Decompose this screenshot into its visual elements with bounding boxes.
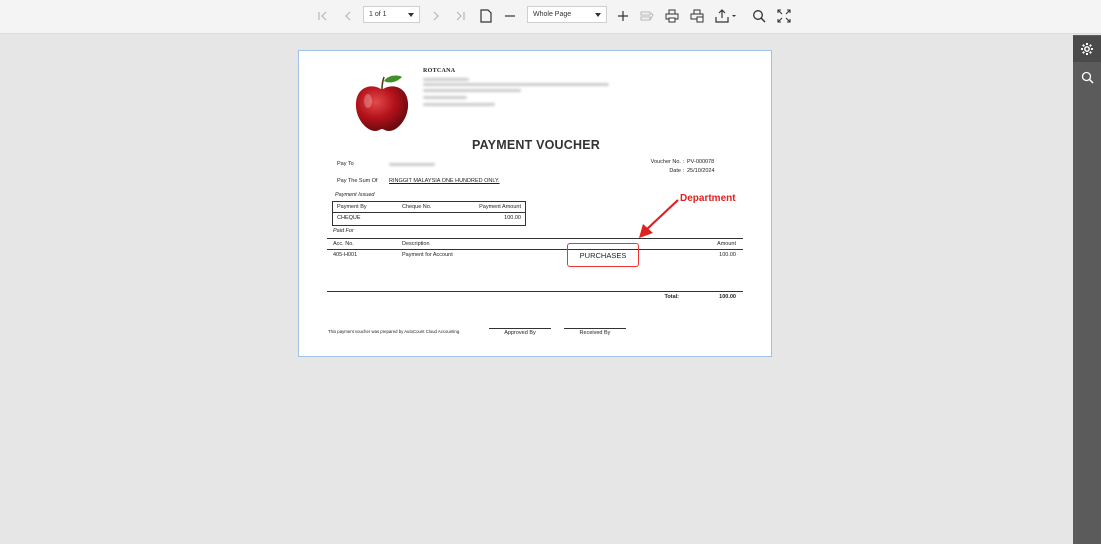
department-annotation: Department: [680, 193, 736, 204]
issued-amount: 100.00: [504, 215, 521, 221]
phone-line: [423, 96, 467, 99]
signature-line: [564, 328, 626, 329]
page-indicator: 1 of 1: [369, 11, 387, 18]
issued-header: Payment By: [337, 204, 367, 210]
table-divider: [332, 212, 526, 213]
detail-amount: 100.00: [719, 252, 736, 258]
detail-header: Acc. No.: [333, 241, 354, 247]
pay-to-label: Pay To: [337, 161, 354, 167]
gear-icon[interactable]: [1073, 36, 1101, 62]
next-page-icon[interactable]: [429, 7, 443, 25]
voucher-no-value: PV-000078: [687, 159, 715, 165]
address-line: [423, 78, 469, 81]
page-selector[interactable]: [363, 6, 420, 23]
single-page-icon[interactable]: [478, 7, 494, 25]
print-icon[interactable]: [664, 7, 680, 25]
company-name: ROTCANA: [423, 68, 456, 74]
arrow-icon: [630, 196, 682, 246]
total-label: Total:: [664, 294, 679, 300]
issued-payment-by: CHEQUE: [337, 215, 361, 221]
detail-description: Payment for Account: [402, 252, 453, 258]
detail-header: Description: [402, 241, 430, 247]
signature-line: [489, 328, 551, 329]
table-divider: [327, 291, 743, 292]
export-icon[interactable]: [714, 7, 738, 25]
total-value: 100.00: [719, 294, 736, 300]
footer-note: This payment voucher was prepared by AutoCount Cloud Accounting.: [328, 329, 461, 334]
right-sidebar: [1073, 35, 1101, 544]
address-line: [423, 89, 521, 92]
address-line: [423, 83, 609, 86]
fullscreen-icon[interactable]: [776, 7, 792, 25]
table-divider: [327, 249, 743, 250]
first-page-icon[interactable]: [316, 7, 330, 25]
sidebar-search-icon[interactable]: [1073, 64, 1101, 90]
received-by-label: Received By: [579, 330, 611, 336]
paid-for-label: Paid For: [333, 228, 354, 234]
pay-sum-label: Pay The Sum Of: [337, 178, 378, 184]
zoom-value: Whole Page: [533, 11, 572, 18]
zoom-select[interactable]: [527, 6, 607, 23]
last-page-icon[interactable]: [453, 7, 467, 25]
chevron-down-icon: [408, 13, 414, 17]
zoom-out-icon[interactable]: [503, 7, 517, 25]
issued-header: Payment Amount: [479, 204, 521, 210]
detail-acc-no: 405-H001: [333, 252, 358, 258]
search-icon[interactable]: [751, 7, 767, 25]
highlight-editing-fields-icon[interactable]: [639, 7, 655, 25]
email-line: [423, 103, 495, 106]
page-title: PAYMENT VOUCHER: [471, 138, 601, 152]
pay-sum-value: RINGGIT MALAYSIA ONE HUNDRED ONLY.: [389, 178, 500, 184]
detail-department: PURCHASES: [579, 251, 627, 260]
detail-header: Amount: [717, 241, 736, 247]
approved-by-label: Approved By: [504, 330, 536, 336]
viewer-toolbar: [0, 0, 1101, 34]
issued-header: Cheque No.: [402, 204, 432, 210]
date-value: 25/10/2024: [687, 168, 715, 174]
pay-to-value: [389, 163, 435, 166]
zoom-in-icon[interactable]: [616, 7, 630, 25]
previous-page-icon[interactable]: [341, 7, 355, 25]
apple-logo: [353, 73, 411, 138]
date-label: Date :: [669, 168, 684, 174]
chevron-down-icon: [595, 13, 601, 17]
payment-issued-label: Payment Issued: [335, 192, 375, 198]
voucher-no-label: Voucher No. :: [650, 159, 684, 165]
print-page-icon[interactable]: [689, 7, 705, 25]
